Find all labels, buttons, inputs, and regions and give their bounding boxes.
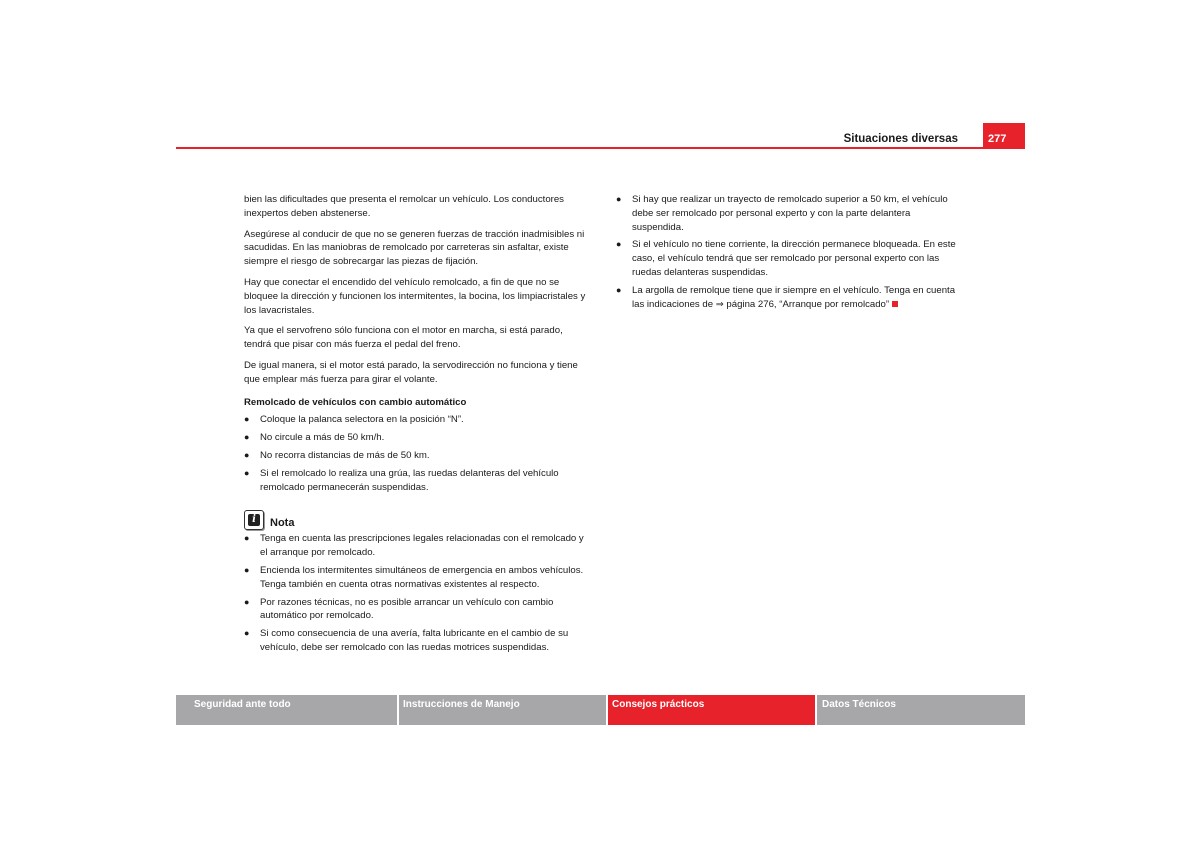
list-item: ● No circule a más de 50 km/h. xyxy=(244,432,385,444)
list-item: ● Si el vehículo no tiene corriente, la dirección permanece bloqueada. En este caso, el vehículo tendrá que ser remolcado por personal experto con las ruedas delanteras suspendidas. xyxy=(616,239,956,278)
list-item: ● Por razones técnicas, no es posible arrancar un vehículo con cambio automático por remolcado. xyxy=(244,596,554,622)
paragraph: Asegúrese al conducir de que no se generen fuerzas de tracción inadmisibles ni sacudidas. En las maniobras de remolcado por carreteras sin asfaltar, existe siempre el riesgo de sobrecargar las piezas de fijación. xyxy=(244,228,585,268)
note-header xyxy=(244,510,589,530)
list-item: ● La argolla de remolque tiene que ir siempre en el vehículo. Tenga en cuenta las indicaciones de ⇒ página 276, “Arranque por remolcado” xyxy=(616,284,956,310)
bullet-icon: ● xyxy=(244,414,250,425)
list-item: ● Si hay que realizar un trayecto de remolcado superior a 50 km, el vehículo debe ser remolcado por personal experto y con la parte delantera suspendida. xyxy=(616,194,948,233)
tab-consejos[interactable]: Consejos prácticos xyxy=(608,695,815,725)
bullet-icon: ● xyxy=(244,533,250,544)
tab-instrucciones[interactable]: Instrucciones de Manejo xyxy=(399,695,606,725)
list-item: ● Tenga en cuenta las prescripciones legales relacionadas con el remolcado y el arranque por remolcado. xyxy=(244,533,584,559)
section-subheading: Remolcado de vehículos con cambio automático xyxy=(244,396,467,408)
paragraph: Ya que el servofreno sólo funciona con el motor en marcha, si está parado, tendrá que pisar con más fuerza el pedal del freno. xyxy=(244,325,563,351)
list-item: ● Si el remolcado lo realiza una grúa, las ruedas delanteras del vehículo remolcado permanecerán suspendidas. xyxy=(244,467,559,493)
header-rule xyxy=(176,147,983,149)
bullet-icon: ● xyxy=(616,194,622,204)
bullet-icon: ● xyxy=(616,239,622,250)
tab-seguridad[interactable]: Seguridad ante todo xyxy=(176,695,397,725)
list-item: ● Coloque la palanca selectora en la posición “N”. xyxy=(244,414,464,426)
note-title: Nota xyxy=(270,516,295,529)
list-item: ● Si como consecuencia de una avería, falta lubricante en el cambio de su vehículo, debe ser remolcado con las ruedas motrices suspendidas. xyxy=(244,628,569,653)
page-header-title: Situaciones diversas xyxy=(843,133,958,145)
paragraph: Hay que conectar el encendido del vehículo remolcado, a fin de que no se bloquee la dirección y funcionen los intermitentes, la bocina, los limpiacristales y los lavacristales. xyxy=(244,276,586,316)
bullet-icon: ● xyxy=(244,467,250,478)
tab-datos-tecnicos[interactable]: Datos Técnicos xyxy=(817,695,1025,725)
bullet-list xyxy=(616,193,961,311)
info-icon: i xyxy=(244,510,264,530)
paragraph: bien las dificultades que presenta el remolcar un vehículo. Los conductores inexpertos deben abstenerse. xyxy=(244,194,564,219)
bullet-list xyxy=(244,413,589,494)
list-item: ● Encienda los intermitentes simultáneos de emergencia en ambos vehículos. Tenga también en cuenta otras normativas existentes al respecto. xyxy=(244,564,584,590)
bullet-icon: ● xyxy=(244,564,250,575)
bullet-icon: ● xyxy=(616,284,622,295)
bullet-icon: ● xyxy=(244,449,250,460)
note-list xyxy=(244,532,589,654)
bullet-icon: ● xyxy=(244,628,250,639)
bullet-icon: ● xyxy=(244,432,250,443)
list-item: ● No recorra distancias de más de 50 km. xyxy=(244,449,430,461)
paragraph: De igual manera, si el motor está parado, la servodirección no funciona y tiene que emplear más fuerza para girar el volante. xyxy=(244,359,578,385)
page-number: 277 xyxy=(983,123,1025,149)
right-column xyxy=(616,193,961,315)
bullet-icon: ● xyxy=(244,596,250,607)
section-end-icon xyxy=(892,301,898,307)
left-column xyxy=(244,193,589,659)
footer-nav xyxy=(176,695,1025,725)
